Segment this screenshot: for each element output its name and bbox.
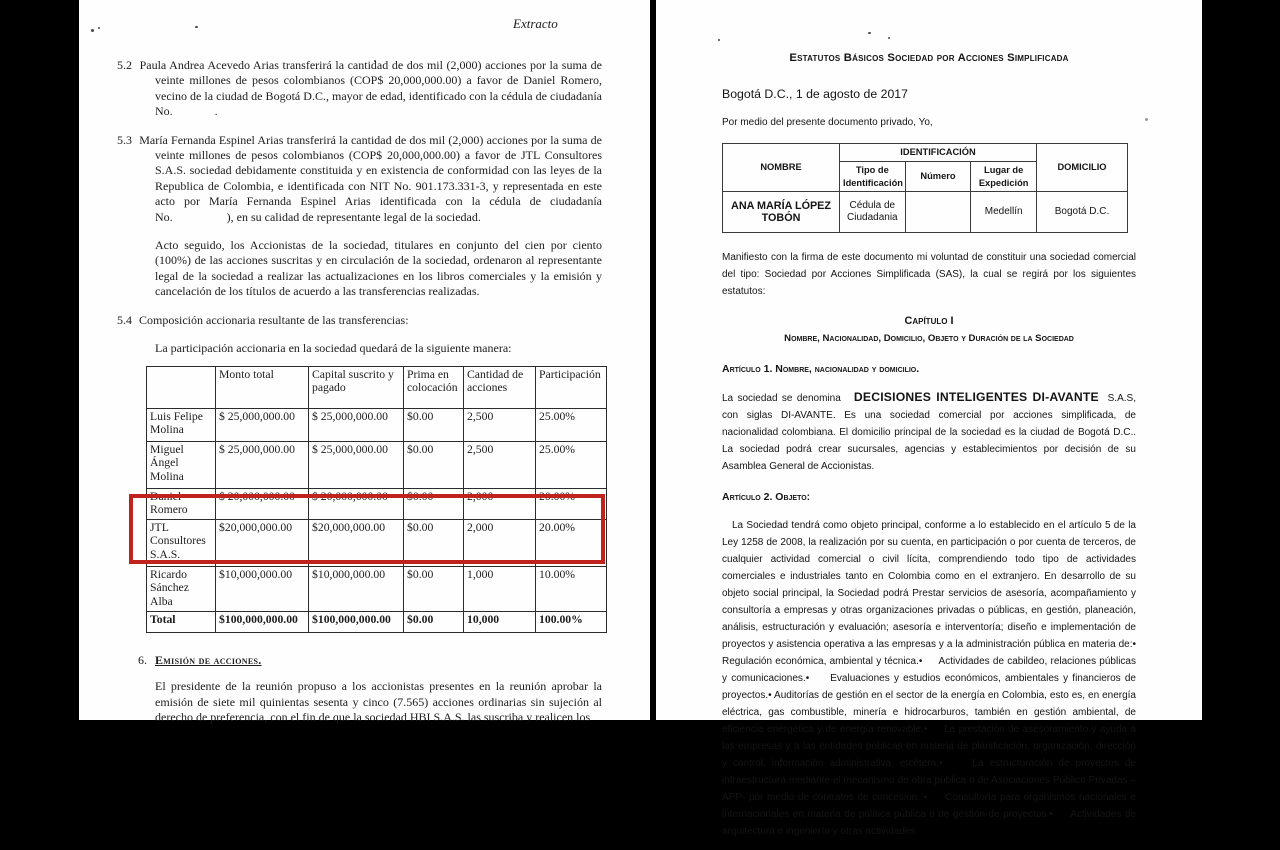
header-nombre: NOMBRE	[723, 144, 840, 192]
table-header-row	[723, 144, 1128, 162]
cell-cantidad: 1,000	[464, 566, 536, 611]
article-2-title: Artículo 2. Objeto:	[722, 491, 811, 503]
date-line: Bogotá D.C., 1 de agosto de 2017	[722, 87, 908, 101]
cell-shareholder: JTL Consultores S.A.S.	[147, 519, 216, 566]
table-header-row	[147, 366, 607, 408]
right-document-page	[656, 0, 1202, 837]
manifiesto-paragraph: Manifiesto con la firma de este documento mi voluntad de constituir una sociedad comercial del tipo: Sociedad por Acciones Simplificada (SAS), la cual se regirá por los siguientes estatutos:	[722, 252, 1136, 297]
table-intro-paragraph: La participación accionaria en la sociedad quedará de la siguiente manera:	[155, 341, 512, 356]
page-header-label: Extracto	[513, 16, 558, 31]
section-6-heading	[136, 653, 602, 668]
cell-cantidad: 2,500	[464, 441, 536, 488]
document-title: Estatutos Básicos Sociedad por Acciones Simplificada	[789, 52, 1069, 64]
cell-participacion: 100.00%	[536, 611, 607, 632]
article-1-paragraph	[722, 389, 1136, 475]
cell-shareholder: Luis Felipe Molina	[147, 408, 216, 441]
cell-participacion: 10.00%	[536, 566, 607, 611]
cell-prima: $0.00	[404, 488, 464, 519]
cell-tipo: Cédula de Ciudadania	[840, 192, 906, 233]
cell-numero	[905, 192, 971, 233]
header-prima: Prima en colocación	[404, 366, 464, 408]
table-row	[147, 441, 607, 488]
scan-artifact	[1145, 118, 1148, 121]
section-title: Emisión de acciones.	[155, 652, 262, 667]
scan-artifact	[868, 32, 871, 34]
article-1-post: S.A.S, con siglas DI-AVANTE. Es una sociedad comercial por acciones simplificada, de nacionalidad colombiana. El domicilio principal de la sociedad es la ciudad de Bogotá D.C.. La sociedad podrá crear sucursales, agencias y establecimientos por decisión de su Asamblea General de Accionistas.	[722, 393, 1136, 472]
cell-monto: $100,000,000.00	[216, 611, 309, 632]
left-page-body	[117, 58, 603, 725]
scan-artifact	[98, 27, 100, 29]
shareholding-table-wrapper	[146, 366, 601, 633]
clause-text: Composición accionaria resultante de las transferencias:	[139, 312, 409, 327]
header-lugar-expedicion: Lugar de Expedición	[971, 162, 1037, 192]
header-cantidad: Cantidad de acciones	[464, 366, 536, 408]
header-monto-total: Monto total	[216, 366, 309, 408]
scan-artifact	[195, 26, 198, 28]
cell-shareholder: Daniel Romero	[147, 488, 216, 519]
cell-monto: $10,000,000.00	[216, 566, 309, 611]
cell-prima: $0.00	[404, 566, 464, 611]
cell-shareholder: Ricardo Sánchez Alba	[147, 566, 216, 611]
cell-participacion: 25.00%	[536, 441, 607, 488]
header-numero: Número	[905, 162, 971, 192]
chapter-subtitle: Nombre, Nacionalidad, Domicilio, Objeto y Duración de la Sociedad	[784, 333, 1074, 344]
table-row	[147, 488, 607, 519]
cell-capital: $ 25,000,000.00	[309, 408, 404, 441]
cell-participacion: 25.00%	[536, 408, 607, 441]
cell-capital: $20,000,000.00	[309, 519, 404, 566]
cell-monto: $ 25,000,000.00	[216, 441, 309, 488]
identification-table	[722, 143, 1128, 233]
left-document-page	[79, 0, 650, 724]
clause-text: Paula Andrea Acevedo Arias transferirá la cantidad de dos mil (2,000) acciones por la suma de veinte millones de pesos colombianos (COP$ 20,000,000.00) a favor de Daniel Romero, vecino de la ciudad de Bogotá D.C., mayor de edad, identificado con la cédula de ciudadanía No. .	[139, 58, 603, 119]
cell-cantidad: 2,000	[464, 519, 536, 566]
scan-artifact	[91, 29, 94, 32]
table-data-row	[723, 192, 1128, 233]
article-1-pre: La sociedad se denomina	[722, 393, 841, 404]
article-1-title: Artículo 1. Nombre, nacionalidad y domicilio.	[722, 363, 920, 375]
clause-5-3: 5.3 María Fernanda Espinel Arias transferirá la cantidad de dos mil (2,000) acciones por la suma de veinte millones de pesos colombianos (COP$ 20,000,000.00) a favor de JTL Consultores S.A.S. sociedad debidamente constituida y en existencia de conformidad con las leyes de la Republica de Colombia, e identificada con NIT No. 901.173.331-3, y representada en este acto por María Fernanda Espinel Arias identificada con la cédula de ciudadanía No. ), en su calidad de representante legal de la sociedad.	[117, 132, 603, 224]
header-empty	[147, 366, 216, 408]
scan-artifact	[888, 37, 890, 39]
cell-monto: $ 25,000,000.00	[216, 408, 309, 441]
cell-total-label: Total	[147, 611, 216, 632]
cell-prima: $0.00	[404, 408, 464, 441]
cell-capital: $ 20,000,000.00	[309, 488, 404, 519]
cell-prima: $0.00	[404, 611, 464, 632]
clause-text: María Fernanda Espinel Arias transferirá la cantidad de dos mil (2,000) acciones por la suma de veinte millones de pesos colombianos (COP$ 20,000,000.00) a favor de JTL Consultores S.A.S. sociedad debidamente constituida y en existencia de conformidad con las leyes de la Republica de Colombia, e identificada con NIT No. 901.173.331-3, y representada en este acto por María Fernanda Espinel Arias identificada con la cédula de ciudadanía No. ), en su calidad de representante legal de la sociedad.	[139, 132, 603, 224]
cell-domicilio: Bogotá D.C.	[1037, 192, 1128, 233]
scan-artifact	[718, 39, 720, 41]
intro-line: Por medio del presente documento privado, Yo,	[722, 117, 933, 128]
clause-5-2: 5.2 Paula Andrea Acevedo Arias transferirá la cantidad de dos mil (2,000) acciones por la suma de veinte millones de pesos colombianos (COP$ 20,000,000.00) a favor de Daniel Romero, vecino de la ciudad de Bogotá D.C., mayor de edad, identificado con la cédula de ciudadanía No. .	[117, 58, 603, 119]
cell-capital: $100,000,000.00	[309, 611, 404, 632]
clause-5-4: 5.4 Composición accionaria resultante de las transferencias:	[117, 312, 409, 327]
cell-prima: $0.00	[404, 519, 464, 566]
acto-seguido-paragraph: Acto seguido, los Accionistas de la sociedad, titulares en conjunto del cien por ciento (100%) de las acciones suscritas y en circulación de la sociedad, ordenaron al representante legal de la sociedad a realizar las actualizaciones en los libros comerciales y la emisión y cancelación de los títulos de acuerdo a las transferencias realizadas.	[155, 238, 602, 299]
table-total-row	[147, 611, 607, 632]
table-row	[147, 566, 607, 611]
header-domicilio: DOMICILIO	[1037, 144, 1128, 192]
section-number: 6.	[138, 652, 147, 667]
cell-monto: $ 20,000,000.00	[216, 488, 309, 519]
article-2-paragraph: La Sociedad tendrá como objeto principal, conforme a lo establecido en el artículo 5 de la Ley 1258 de 2008, la realización por su cuenta, en participación o por cuenta de terceros, de cualquier actividad comercial o civil lícita, comprendiendo todo tipo de actividades comerciales e industriales tanto en Colombia como en el extranjero. En desarrollo de su objeto social principal, la Sociedad podrá Prestar servicios de asesoría, acompañamiento y consultoría a empresas y otras organizaciones privadas o públicas, en gestión, planeación, análisis, estructuración y evaluación; asesoría e interventoría; diseño e implementación de proyectos y asistencia operativa a las empresas y a la administración pública en materia de:• Regulación económica, ambiental y técnica.• Actividades de cabildeo, relaciones públicas y comunicaciones.• Evaluaciones y estudios económicos, ambientales y financieros de proyectos.• Auditorías de gestión en el sector de la energía en Colombia, esto es, en energía eléctrica, gas combustible, minería e hidrocarburos, también en gestión ambiental, de eficiencia energética y de energía renovable.• La prestación de asesoramiento y ayuda a las empresas y a las entidades públicas en materia de planificación, organización, dirección y control, información administrativa, etcétera.• La estructuración de proyectos de infraestructura mediante el mecanismo de obra pública o de Asociaciones Público Privadas –APP- por medio de contratos de concesión. • Consultoría para organismos nacionales e internacionales en materia de política pública o de gestión de proyectos.• Actividades de arquitectura e ingeniería y otras actividades	[722, 520, 1136, 837]
cell-monto: $20,000,000.00	[216, 519, 309, 566]
header-identificacion: IDENTIFICACIÓN	[840, 144, 1037, 162]
cell-lugar: Medellín	[971, 192, 1037, 233]
section-6-paragraph: El presidente de la reunión propuso a los accionistas presentes en la reunión aprobar la emisión de siete mil quinientas sesenta y cinco (7.565) acciones ordinarias sin sujeción al derecho de preferencia, con el fin de que la sociedad HBI S.A.S. las suscriba y realicen los	[155, 679, 602, 724]
cell-nombre: ANA MARÍA LÓPEZ TOBÓN	[723, 192, 840, 233]
header-tipo-identificacion: Tipo de Identificación	[840, 162, 906, 192]
table-row	[147, 408, 607, 441]
table-row-highlighted	[147, 519, 607, 566]
cell-participacion: 20.00%	[536, 519, 607, 566]
cell-capital: $ 25,000,000.00	[309, 441, 404, 488]
cell-prima: $0.00	[404, 441, 464, 488]
cell-cantidad: 2,000	[464, 488, 536, 519]
header-capital: Capital suscrito y pagado	[309, 366, 404, 408]
header-participacion: Participación	[536, 366, 607, 408]
right-page-body	[722, 50, 1136, 850]
cell-participacion: 20.00%	[536, 488, 607, 519]
company-name: DECISIONES INTELIGENTES DI-AVANTE	[853, 390, 1099, 404]
cell-capital: $10,000,000.00	[309, 566, 404, 611]
cell-cantidad: 2,500	[464, 408, 536, 441]
chapter-title: Capítulo I	[904, 315, 954, 327]
cell-cantidad: 10,000	[464, 611, 536, 632]
cell-shareholder: Miguel Ángel Molina	[147, 441, 216, 488]
shareholding-table	[146, 366, 607, 633]
